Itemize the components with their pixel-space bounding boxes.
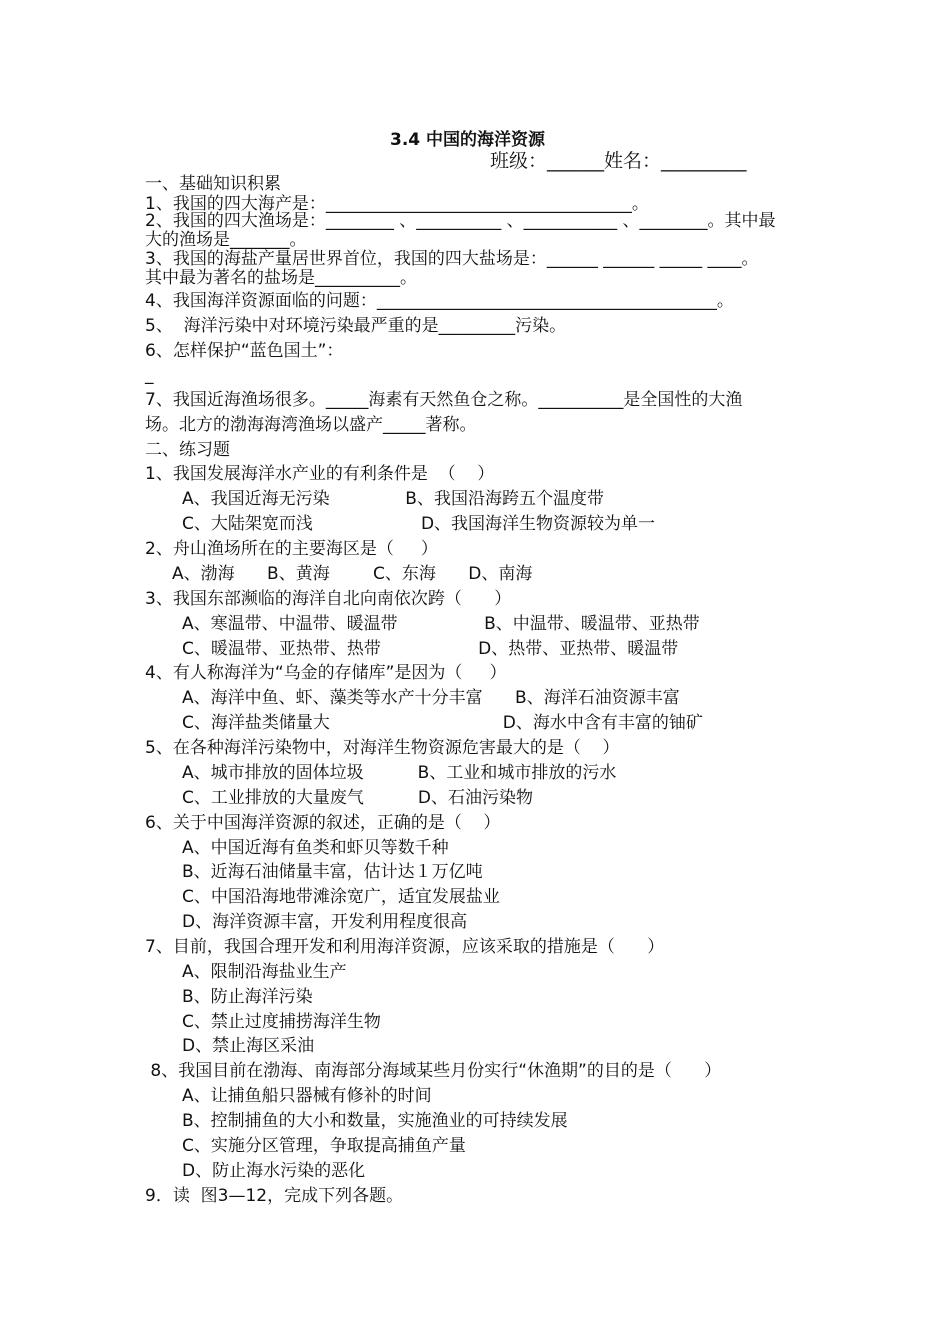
option-line: C、海洋盐类储量大 D、海水中含有丰富的铀矿 bbox=[182, 713, 703, 733]
section-heading: 一、基础知识积累 bbox=[145, 174, 281, 194]
option-line: A、寒温带、中温带、暖温带 B、中温带、暖温带、亚热带 bbox=[182, 614, 700, 634]
option-line: A、限制沿海盐业生产 bbox=[182, 962, 347, 982]
fill-line: 5、 海洋污染中对环境污染最严重的是_________污染。 bbox=[145, 316, 567, 336]
option-line: C、工业排放的大量废气 D、石油污染物 bbox=[182, 788, 533, 808]
class-name-line: 班级：______姓名：_________ bbox=[490, 150, 747, 172]
option-line: B、控制捕鱼的大小和数量，实施渔业的可持续发展 bbox=[182, 1111, 568, 1131]
option-line: B、防止海洋污染 bbox=[182, 987, 313, 1007]
option-line: A、城市排放的固体垃圾 B、工业和城市排放的污水 bbox=[182, 763, 617, 783]
fill-line: 7、我国近海渔场很多。_____海素有天然鱼仓之称。__________是全国性的大渔 bbox=[145, 390, 743, 410]
option-line: A、我国近海无污染 B、我国沿海跨五个温度带 bbox=[182, 489, 604, 509]
option-line: C、暖温带、亚热带、热带 D、热带、亚热带、暖温带 bbox=[182, 639, 679, 659]
question-line: 6、关于中国海洋资源的叙述，正确的是（ ） bbox=[145, 813, 501, 833]
question-line: 9．读 图3—12，完成下列各题。 bbox=[145, 1186, 404, 1206]
question-line: 8、我国目前在渤海、南海部分海域某些月份实行“休渔期”的目的是（ ） bbox=[145, 1061, 722, 1081]
section-heading: 二、练习题 bbox=[145, 440, 230, 460]
option-line: D、禁止海区采油 bbox=[182, 1036, 315, 1056]
option-line: A、让捕鱼船只器械有修补的时间 bbox=[182, 1086, 432, 1106]
question-line: 4、有人称海洋为“乌金的存储库”是因为（ ） bbox=[145, 663, 507, 683]
fill-line: _ bbox=[145, 365, 154, 385]
question-line: 7、目前，我国合理开发和利用海洋资源，应该采取的措施是（ ） bbox=[145, 937, 665, 957]
page-title: 3.4 中国的海洋资源 bbox=[390, 130, 546, 150]
fill-line: 场。北方的渤海海湾渔场以盛产_____著称。 bbox=[145, 415, 477, 435]
option-line: A、海洋中鱼、虾、藻类等水产十分丰富 B、海洋石油资源丰富 bbox=[182, 688, 680, 708]
option-line: D、海洋资源丰富，开发利用程度很高 bbox=[182, 912, 468, 932]
fill-line: 其中最为著名的盐场是__________。 bbox=[145, 268, 417, 288]
option-line: A、渤海 B、黄海 C、东海 D、南海 bbox=[172, 564, 533, 584]
question-line: 5、在各种海洋污染物中，对海洋生物资源危害最大的是（ ） bbox=[145, 738, 620, 758]
option-line: A、中国近海有鱼类和虾贝等数千种 bbox=[182, 838, 449, 858]
option-line: C、中国沿海地带滩涂宽广，适宜发展盐业 bbox=[182, 887, 500, 907]
option-line: C、实施分区管理，争取提高捕鱼产量 bbox=[182, 1136, 466, 1156]
option-line: C、禁止过度捕捞海洋生物 bbox=[182, 1012, 381, 1032]
question-line: 3、我国东部濒临的海洋自北向南依次跨（ ） bbox=[145, 589, 512, 609]
fill-line: 1、我国的四大海产是：____________________________________。 bbox=[145, 194, 649, 214]
fill-line: 4、我国海洋资源面临的问题：________________________________________。 bbox=[145, 291, 734, 311]
fill-line: 2、我国的四大渔场是：________ 、__________ 、___________ 、________。其中最 bbox=[145, 211, 776, 231]
question-line: 2、舟山渔场所在的主要海区是（ ） bbox=[145, 539, 438, 559]
fill-line: 6、怎样保护“蓝色国土”： bbox=[145, 341, 344, 361]
fill-line: 大的渔场是_______。 bbox=[145, 230, 307, 250]
option-line: C、大陆架宽而浅 D、我国海洋生物资源较为单一 bbox=[182, 514, 656, 534]
option-line: B、近海石油储量丰富，估计达１万亿吨 bbox=[182, 862, 483, 882]
question-line: 1、我国发展海洋水产业的有利条件是 （ ） bbox=[145, 464, 495, 484]
fill-line: 3、我国的海盐产量居世界首位，我国的四大盐场是：______ ______ _____ ____。 bbox=[145, 249, 759, 269]
option-line: D、防止海水污染的恶化 bbox=[182, 1161, 366, 1181]
